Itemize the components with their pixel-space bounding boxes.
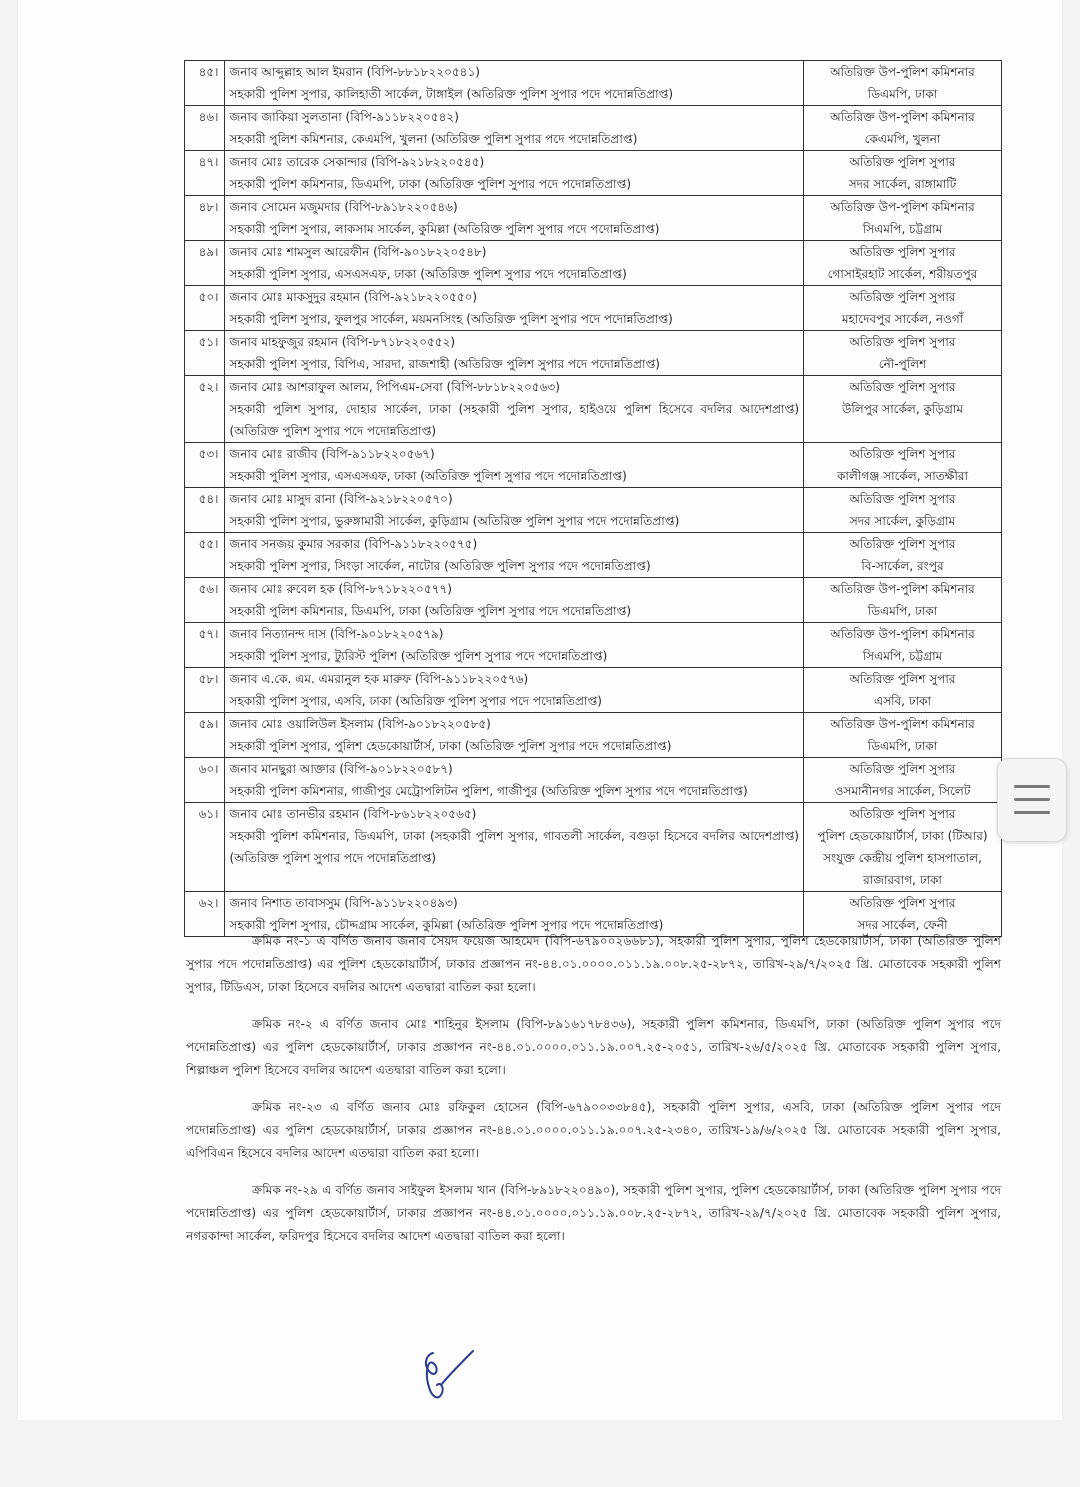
table-row <box>185 241 1002 286</box>
posting-line: অতিরিক্ত পুলিশ সুপার <box>849 155 956 169</box>
posting-line: সিএমপি, চট্টগ্রাম <box>862 649 943 663</box>
officer-description <box>225 758 804 803</box>
officer-name: জনাব এ.কে. এম. এমরানুল হক মারুফ (বিপি-৯১১৮২২০৫৭৬) <box>229 672 529 686</box>
menu-line-icon <box>1014 798 1050 801</box>
table-row <box>185 488 1002 533</box>
posting-line: অতিরিক্ত পুলিশ সুপার <box>849 245 956 259</box>
posting-line: অতিরিক্ত পুলিশ সুপার <box>849 492 956 506</box>
posting-line: সদর সার্কেল, কুড়িগ্রাম <box>849 514 956 528</box>
officer-name: জনাব সোমেন মজুমদার (বিপি-৮৯১৮২২০৫৪৬) <box>229 200 458 214</box>
posting-line: ডিএমপি, ঢাকা <box>867 87 938 101</box>
posting-line: অতিরিক্ত পুলিশ সুপার <box>849 896 956 910</box>
officer-name: জনাব মোঃ তারেক সেকান্দার (বিপি-৯২১৮২২০৫৪৫) <box>229 155 485 169</box>
posting-line: ডিএমপি, ঢাকা <box>867 604 938 618</box>
serial-number: ৫৭। <box>185 623 225 668</box>
officer-description <box>225 106 804 151</box>
side-panel-handle[interactable] <box>997 758 1067 842</box>
current-post-detail: সহকারী পুলিশ কমিশনার, ডিএমপি, ঢাকা (অতিরিক্ত পুলিশ সুপার পদে পদোন্নতিপ্রাপ্ত) <box>229 177 632 191</box>
posting-line: অতিরিক্ত পুলিশ সুপার <box>849 762 956 776</box>
current-post-detail: সহকারী পুলিশ সুপার, কালিহাতী সার্কেল, টাঙ্গাইল (অতিরিক্ত পুলিশ সুপার পদে পদোন্নতিপ্রাপ্ত) <box>229 87 674 101</box>
officer-description <box>225 803 804 892</box>
serial-number: ৪৫। <box>185 61 225 106</box>
serial-number: ৪৭। <box>185 151 225 196</box>
serial-number: ৬১। <box>185 803 225 892</box>
new-posting <box>804 151 1002 196</box>
posting-line: পুলিশ হেডকোয়ার্টার্স, ঢাকা (টিআর) <box>817 829 988 843</box>
posting-line: অতিরিক্ত উপ-পুলিশ কমিশনার <box>830 717 975 731</box>
new-posting <box>804 196 1002 241</box>
note-paragraph: ক্রমিক নং-২৩ এ বর্ণিত জনাব মোঃ রফিকুল হোসেন (বিপি-৬৭৯০০৩৩৮৪৫), সহকারী পুলিশ সুপার, এসবি, ঢাকা (অতিরিক্ত পুলিশ সুপার পদে পদোন্নতিপ্রাপ্ত) এর পুলিশ হেডকোয়ার্টার্স, ঢাকার প্রজ্ঞাপন নং-৪৪.০১.০০০০.০১১.১৯.০০৭.২৫-২৩৪০, তারিখ-১৯/৬/২০২৫ খ্রি. মোতাবেক সহকারী পুলিশ সুপার, এপিবিএন হিসেবে বদলির আদেশ এতদ্বারা বাতিল করা হলো। <box>186 1100 1001 1160</box>
officer-description <box>225 241 804 286</box>
menu-line-icon <box>1014 811 1050 814</box>
posting-line: বি-সার্কেল, রংপুর <box>861 559 944 573</box>
table-row <box>185 376 1002 443</box>
current-post-detail: সহকারী পুলিশ সুপার, চৌদ্দগ্রাম সার্কেল, কুমিল্লা (অতিরিক্ত পুলিশ সুপার পদে পদোন্নতিপ্রাপ্ত) <box>229 918 664 932</box>
current-post-detail: সহকারী পুলিশ কমিশনার, কেএমপি, খুলনা (অতিরিক্ত পুলিশ সুপার পদে পদোন্নতিপ্রাপ্ত) <box>229 132 638 146</box>
officer-description <box>225 533 804 578</box>
serial-number: ৫০। <box>185 286 225 331</box>
officer-name: জনাব মোঃ মাকসুদুর রহমান (বিপি-৯২১৮২২০৫৫০) <box>229 290 478 304</box>
table-row <box>185 196 1002 241</box>
new-posting <box>804 713 1002 758</box>
officer-name: জনাব মোঃ রুবেল হক (বিপি-৮৭১৮২২০৫৭৭) <box>229 582 452 596</box>
current-post-detail: সহকারী পুলিশ সুপার, ট্যুরিস্ট পুলিশ (অতিরিক্ত পুলিশ সুপার পদে পদোন্নতিপ্রাপ্ত) <box>229 649 608 663</box>
posting-line: অতিরিক্ত পুলিশ সুপার <box>849 807 956 821</box>
serial-number: ৫২। <box>185 376 225 443</box>
posting-line: সংযুক্ত কেন্দ্রীয় পুলিশ হাসপাতাল, <box>823 851 982 865</box>
officer-description <box>225 286 804 331</box>
posting-line: রাজারবাগ, ঢাকা <box>863 873 942 887</box>
new-posting <box>804 803 1002 892</box>
table-row <box>185 61 1002 106</box>
current-post-detail: সহকারী পুলিশ কমিশনার, ডিএমপি, ঢাকা (অতিরিক্ত পুলিশ সুপার পদে পদোন্নতিপ্রাপ্ত) <box>229 604 632 618</box>
current-post-detail: সহকারী পুলিশ সুপার, পুলিশ হেডকোয়ার্টার্স, ঢাকা (অতিরিক্ত পুলিশ সুপার পদে পদোন্নতিপ্রাপ্ত) <box>229 739 672 753</box>
officer-description <box>225 578 804 623</box>
officer-description <box>225 443 804 488</box>
posting-line: উলিপুর সার্কেল, কুড়িগ্রাম <box>841 402 963 416</box>
officer-name: জনাব আব্দুল্লাহ আল ইমরান (বিপি-৮৮১৮২২০৫৪১) <box>229 65 480 79</box>
table-row <box>185 443 1002 488</box>
officer-name: জনাব মোঃ তানভীর রহমান (বিপি-৮৬১৮২২০৫৬৫) <box>229 807 477 821</box>
new-posting <box>804 488 1002 533</box>
posting-line: সিএমপি, চট্টগ্রাম <box>862 222 943 236</box>
table-row <box>185 533 1002 578</box>
posting-line: অতিরিক্ত পুলিশ সুপার <box>849 380 956 394</box>
posting-line: গোসাইরহাট সার্কেল, শরীয়তপুর <box>827 267 978 281</box>
menu-line-icon <box>1014 785 1050 788</box>
posting-line: ওসমানীনগর সার্কেল, সিলেট <box>834 784 971 798</box>
serial-number: ৫৫। <box>185 533 225 578</box>
officer-description <box>225 151 804 196</box>
serial-number: ৪৮। <box>185 196 225 241</box>
table-body <box>185 61 1002 937</box>
note-paragraph: ক্রমিক নং-২ এ বর্ণিত জনাব মোঃ শাহিনুর ইসলাম (বিপি-৮৯১৬১৭৮৪৩৬), সহকারী পুলিশ কমিশনার, ডিএমপি, ঢাকা (অতিরিক্ত পুলিশ সুপার পদে পদোন্নতিপ্রাপ্ত) এর পুলিশ হেডকোয়ার্টার্স, ঢাকার প্রজ্ঞাপন নং-৪৪.০১.০০০০.০১১.১৯.০০৭.২৫-২০৫১, তারিখ-২৬/৫/২০২৫ খ্রি. মোতাবেক সহকারী পুলিশ সুপার, শিল্পাঞ্চল পুলিশ হিসেবে বদলির আদেশ এতদ্বারা বাতিল করা হলো। <box>186 1017 1002 1077</box>
serial-number: ৫৯। <box>185 713 225 758</box>
serial-number: ৫১। <box>185 331 225 376</box>
new-posting <box>804 61 1002 106</box>
table-row <box>185 331 1002 376</box>
new-posting <box>804 668 1002 713</box>
new-posting <box>804 106 1002 151</box>
officer-description <box>225 488 804 533</box>
table-row <box>185 578 1002 623</box>
current-post-detail: সহকারী পুলিশ কমিশনার, ডিএমপি, ঢাকা (সহকারী পুলিশ সুপার, গাবতলী সার্কেল, বগুড়া হিসেবে বদলির আদেশপ্রাপ্ত) (অতিরিক্ত পুলিশ সুপার পদে পদোন্নতিপ্রাপ্ত) <box>229 829 799 865</box>
serial-number: ৬০। <box>185 758 225 803</box>
officer-name: জনাব নিশাত তাবাসসুম (বিপি-৯১১৮২২০৪৯৩) <box>229 896 458 910</box>
serial-number: ৫৬। <box>185 578 225 623</box>
table-row <box>185 713 1002 758</box>
posting-line: সদর সার্কেল, ফেনী <box>857 918 948 932</box>
posting-line: অতিরিক্ত উপ-পুলিশ কমিশনার <box>830 65 975 79</box>
note-paragraph: ক্রমিক নং-২৯ এ বর্ণিত জনাব সাইফুল ইসলাম খান (বিপি-৮৯১৮২২০৪৯০), সহকারী পুলিশ সুপার, পুলিশ হেডকোয়ার্টার্স, ঢাকা (অতিরিক্ত পুলিশ সুপার পদে পদোন্নতিপ্রাপ্ত) এর পুলিশ হেডকোয়ার্টার্স, ঢাকার প্রজ্ঞাপন নং-৪৪.০১.০০০০.০১১.১৯.০০৮.২৫-২৮৭২, তারিখ-২৯/৭/২০২৫ খ্রি. মোতাবেক সহকারী পুলিশ সুপার, নগরকান্দা সার্কেল, ফরিদপুর হিসেবে বদলির আদেশ এতদ্বারা বাতিল করা হলো। <box>186 1183 1001 1243</box>
current-post-detail: সহকারী পুলিশ সুপার, এসবি, ঢাকা (অতিরিক্ত পুলিশ সুপার পদে পদোন্নতিপ্রাপ্ত) <box>229 694 602 708</box>
officer-description <box>225 61 804 106</box>
serial-number: ৪৯। <box>185 241 225 286</box>
officer-description <box>225 376 804 443</box>
serial-number: ৫৪। <box>185 488 225 533</box>
posting-line: অতিরিক্ত পুলিশ সুপার <box>849 335 956 349</box>
posting-line: সদর সার্কেল, রাঙ্গামাটি <box>848 177 957 191</box>
posting-line: কালীগঞ্জ সার্কেল, সাতক্ষীরা <box>836 469 969 483</box>
serial-number: ৫৮। <box>185 668 225 713</box>
serial-number: ৪৬। <box>185 106 225 151</box>
posting-line: এসবি, ঢাকা <box>874 694 931 708</box>
posting-line: মহাদেবপুর সার্কেল, নওগাঁ <box>841 312 964 326</box>
officer-name: জনাব মোঃ শামসুল আরেফীন (বিপি-৯০১৮২২০৫৪৮) <box>229 245 487 259</box>
officer-description <box>225 196 804 241</box>
officer-posting-table <box>184 60 1002 937</box>
new-posting <box>804 376 1002 443</box>
officer-name: জনাব মোঃ ওয়ালিউল ইসলাম (বিপি-৯০১৮২২০৫৮৫) <box>229 717 491 731</box>
current-post-detail: সহকারী পুলিশ সুপার, এসএসএফ, ঢাকা (অতিরিক্ত পুলিশ সুপার পদে পদোন্নতিপ্রাপ্ত) <box>229 267 627 281</box>
table-row <box>185 106 1002 151</box>
new-posting <box>804 443 1002 488</box>
new-posting <box>804 758 1002 803</box>
current-post-detail: সহকারী পুলিশ সুপার, সিংড়া সার্কেল, নাটোর (অতিরিক্ত পুলিশ সুপার পদে পদোন্নতিপ্রাপ্ত) <box>229 559 651 573</box>
new-posting <box>804 286 1002 331</box>
posting-line: অতিরিক্ত পুলিশ সুপার <box>849 672 956 686</box>
posting-line: অতিরিক্ত উপ-পুলিশ কমিশনার <box>830 627 975 641</box>
officer-name: জনাব মোঃ মাসুদ রানা (বিপি-৯২১৮২২০৫৭০) <box>229 492 453 506</box>
officer-name: জনাব মানছুরা আক্তার (বিপি-৯০১৮২২০৫৮৭) <box>229 762 453 776</box>
officer-name: জনাব নিত্যানন্দ দাস (বিপি-৯০১৮২২০৫৭৯) <box>229 627 444 641</box>
current-post-detail: সহকারী পুলিশ সুপার, ভুরুঙ্গামারী সার্কেল, কুড়িগ্রাম (অতিরিক্ত পুলিশ সুপার পদে পদোন্নতিপ্রাপ্ত) <box>229 514 680 528</box>
new-posting <box>804 578 1002 623</box>
table-row <box>185 623 1002 668</box>
posting-line: নৌ-পুলিশ <box>878 357 927 371</box>
posting-line: অতিরিক্ত উপ-পুলিশ কমিশনার <box>830 582 975 596</box>
table-row <box>185 803 1002 892</box>
signature-icon <box>415 1345 485 1405</box>
posting-line: অতিরিক্ত পুলিশ সুপার <box>849 537 956 551</box>
table-row <box>185 151 1002 196</box>
officer-name: জনাব মাহফুজুর রহমান (বিপি-৮৭১৮২২০৫৫২) <box>229 335 456 349</box>
table-row <box>185 758 1002 803</box>
new-posting <box>804 623 1002 668</box>
current-post-detail: সহকারী পুলিশ সুপার, ফুলপুর সার্কেল, ময়মনসিংহ (অতিরিক্ত পুলিশ সুপার পদে পদোন্নতিপ্রাপ্ত) <box>229 312 673 326</box>
posting-line: অতিরিক্ত পুলিশ সুপার <box>849 447 956 461</box>
note-paragraph: ক্রমিক নং-১ এ বর্ণিত জনাব জনাব সৈয়দ ফয়েজ আহমেদ (বিপি-৬৭৯০০২৬৬৮১), সহকারী পুলিশ সুপার, পুলিশ হেডকোয়ার্টার্স, ঢাকা (অতিরিক্ত পুলিশ সুপার পদে পদোন্নতিপ্রাপ্ত) এর পুলিশ হেডকোয়ার্টার্স, ঢাকার প্রজ্ঞাপন নং-৪৪.০১.০০০০.০১১.১৯.০০৮.২৫-২৮৭২, তারিখ-২৯/৭/২০২৫ খ্রি. মোতাবেক সহকারী পুলিশ সুপার, টিডিএস, ঢাকা হিসেবে বদলির আদেশ এতদ্বারা বাতিল করা হলো। <box>186 934 1001 994</box>
cancellation-notes <box>186 930 1001 1262</box>
current-post-detail: সহকারী পুলিশ সুপার, দোহার সার্কেল, ঢাকা (সহকারী পুলিশ সুপার, হাইওয়ে পুলিশ হিসেবে বদলির আদেশপ্রাপ্ত) (অতিরিক্ত পুলিশ সুপার পদে পদোন্নতিপ্রাপ্ত) <box>229 402 799 438</box>
current-post-detail: সহকারী পুলিশ কমিশনার, গাজীপুর মেট্রোপলিটন পুলিশ, গাজীপুর (অতিরিক্ত পুলিশ সুপার পদে পদোন্নতিপ্রাপ্ত) <box>229 784 748 798</box>
serial-number: ৫৩। <box>185 443 225 488</box>
officer-description <box>225 623 804 668</box>
officer-description <box>225 713 804 758</box>
officer-name: জনাব মোঃ আশরাফুল আলম, পিপিএম-সেবা (বিপি-৮৮১৮২২০৫৬৩) <box>229 380 560 394</box>
officer-description <box>225 668 804 713</box>
serial-number: ৬২। <box>185 892 225 937</box>
new-posting <box>804 331 1002 376</box>
officer-name: জনাব মোঃ রাজীব (বিপি-৯১১৮২২০৫৬৭) <box>229 447 435 461</box>
new-posting <box>804 533 1002 578</box>
officer-name: জনাব সনজয় কুমার সরকার (বিপি-৯১১৮২২০৫৭৫) <box>229 537 478 551</box>
posting-line: অতিরিক্ত উপ-পুলিশ কমিশনার <box>830 200 975 214</box>
table-row <box>185 668 1002 713</box>
new-posting <box>804 241 1002 286</box>
officer-name: জনাব জাকিয়া সুলতানা (বিপি-৯১১৮২২০৫৪২) <box>229 110 459 124</box>
current-post-detail: সহকারী পুলিশ সুপার, লাকসাম সার্কেল, কুমিল্লা (অতিরিক্ত পুলিশ সুপার পদে পদোন্নতিপ্রাপ্ত) <box>229 222 660 236</box>
table-row <box>185 286 1002 331</box>
posting-line: কেএমপি, খুলনা <box>864 132 941 146</box>
current-post-detail: সহকারী পুলিশ সুপার, এসএসএফ, ঢাকা (অতিরিক্ত পুলিশ সুপার পদে পদোন্নতিপ্রাপ্ত) <box>229 469 627 483</box>
posting-line: অতিরিক্ত পুলিশ সুপার <box>849 290 956 304</box>
posting-line: ডিএমপি, ঢাকা <box>867 739 938 753</box>
officer-description <box>225 331 804 376</box>
current-post-detail: সহকারী পুলিশ সুপার, বিপিএ, সারদা, রাজশাহী (অতিরিক্ত পুলিশ সুপার পদে পদোন্নতিপ্রাপ্ত) <box>229 357 660 371</box>
posting-line: অতিরিক্ত উপ-পুলিশ কমিশনার <box>830 110 975 124</box>
